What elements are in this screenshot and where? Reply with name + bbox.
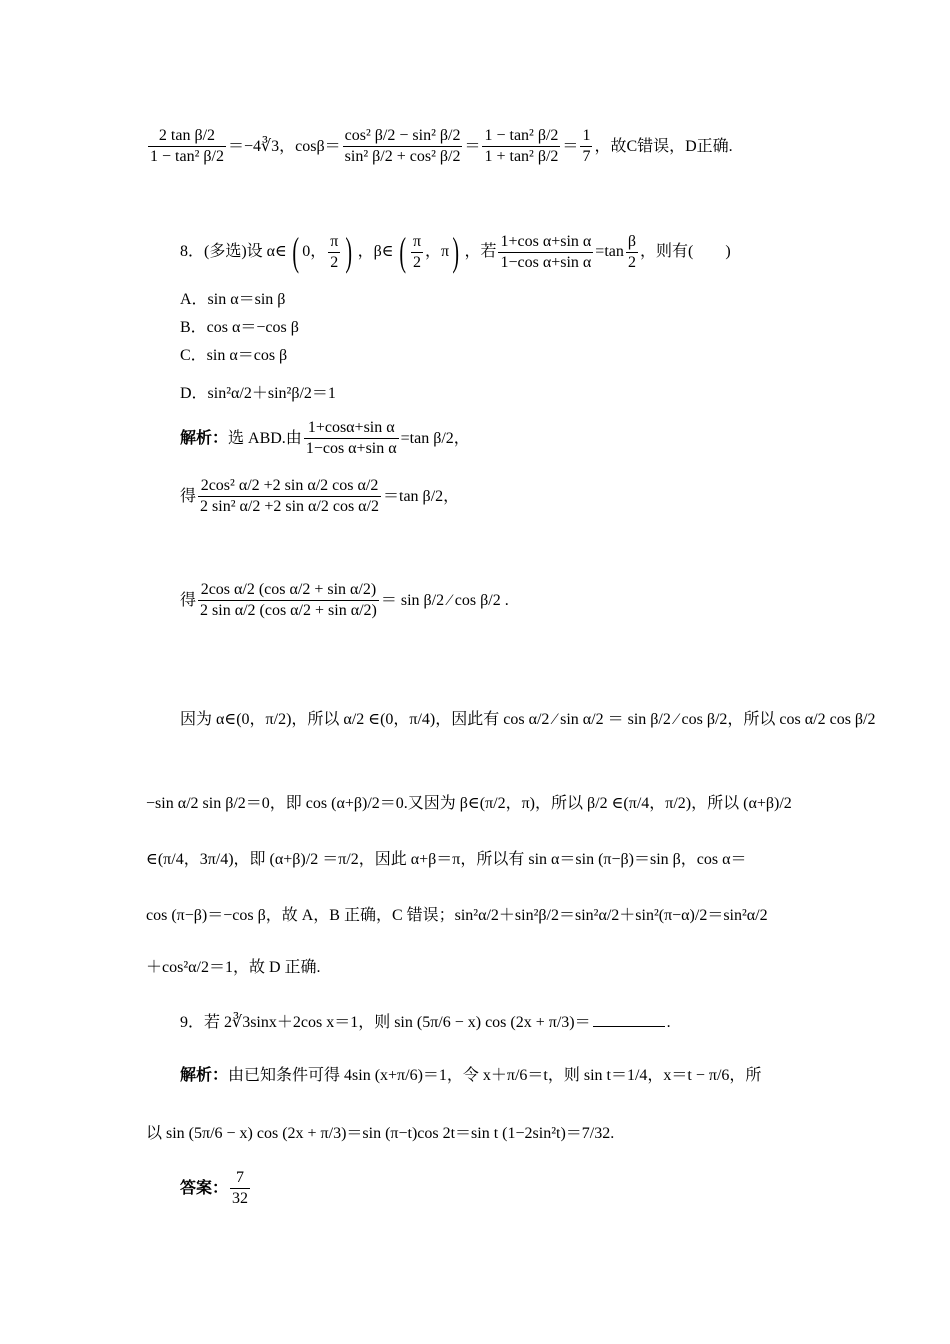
answer-blank [593, 1012, 665, 1027]
interval-pi-half-pi: ( $\frac{\pi}{2}$ ，π ) [398, 229, 460, 274]
solution-label: 解析： [180, 429, 229, 447]
equals-sign: ＝ [562, 137, 579, 155]
fraction-numerator: cos² β/2 − sin² β/2 [344, 127, 461, 144]
stem-text: ，若 [464, 243, 497, 260]
solution-8-line-8: ＋cos²α/2＝1，故 D 正确. [146, 959, 321, 976]
solution-continuation-line [146, 128, 806, 165]
solution-fraction [198, 478, 381, 515]
fraction-denominator: 1−cos α+sin α [305, 440, 397, 457]
fraction-denominator: 1 − tan² β/2 [150, 148, 224, 165]
fraction-denominator: 1 + tan² β/2 [484, 148, 559, 165]
solution-8-line-4: 因为 α∈(0，π/2)，所以 α/2 ∈(0，π/4)，因此有 cos α/2 ⁄ sin α/2 ＝ sin β/2 ⁄ cos β/2，所以 cos α/2 cos β/2 [180, 711, 876, 728]
option-b: B．cos α＝−cos β [180, 319, 299, 336]
solution-8-line-5: −sin α/2 sin β/2＝0，即 cos (α+β)/2＝0.又因为 β∈(π/2，π)，所以 β/2 ∈(π/4，π/2)，所以 (α+β)/2 [146, 795, 792, 812]
equals-sign: ＝ [464, 137, 481, 155]
question-8-fraction [498, 234, 593, 271]
answer-line [180, 1170, 840, 1207]
beta-half-fraction: $\frac{\beta}{2}$ [627, 232, 637, 271]
fraction-numerator: 1+cos α+sin α [500, 232, 592, 250]
solution-8-line-3 [180, 582, 840, 619]
fraction-denominator: 1−cos α+sin α [500, 253, 592, 271]
solution-text: ＝ sin β/2 ⁄ cos β/2 . [380, 591, 509, 609]
fraction-numerator: 1 [582, 127, 591, 144]
fraction-numerator: 1+cosα+sin α [307, 419, 395, 436]
solution-text: =tan β/2， [400, 429, 470, 447]
fraction-result [580, 128, 592, 165]
answer-label: 答案： [180, 1179, 229, 1197]
fraction-numerator: 2cos² α/2 +2 sin α/2 cos α/2 [200, 477, 379, 494]
solution-8-line-7: cos (π−β)＝−cos β，故 A，B 正确，C 错误；sin²α/2＋sin²β/2＝sin²α/2＋sin²(π−α)/2＝sin²α/2 [146, 907, 768, 924]
solution-9-line-2: 以 sin (5π/6 − x) cos (2x + π/3)＝sin (π−t)cos 2t＝sin t (1−2sin²t)＝7/32. [146, 1125, 615, 1142]
solution-text: 得 [180, 487, 197, 505]
fraction-numerator: 7 [236, 1169, 245, 1186]
question-9-stem [180, 1012, 840, 1031]
fraction-tan-ratio [482, 128, 560, 165]
interval-0-pi-half: ( 0， $\frac{\pi}{2}$ ) [292, 229, 353, 274]
solution-8-line-1 [180, 420, 840, 457]
stem-text: 8．(多选)设 α∈ [180, 243, 287, 260]
solution-8-line-6: ∈(π/4，3π/4)，即 (α+β)/2 ＝π/2，因此 α+β＝π，所以有 sin α＝sin (π−β)＝sin β，cos α＝ [146, 851, 747, 868]
fraction-numerator: 1 − tan² β/2 [484, 127, 559, 144]
conclusion-text: ，故C错误，D正确. [594, 137, 733, 155]
question-8-stem [180, 229, 840, 274]
fraction-denominator: 2 sin² α/2 +2 sin α/2 cos α/2 [200, 498, 379, 515]
fraction-denominator: 32 [232, 1190, 249, 1207]
fraction-numerator: 2cos α/2 (cos α/2 + sin α/2) [200, 581, 377, 598]
stem-text: . [666, 1014, 671, 1031]
stem-text: ，则有( ) [640, 243, 731, 260]
fraction-cos [343, 128, 463, 165]
solution-fraction [198, 582, 379, 619]
solution-text: 由已知条件可得 4sin (x+π/6)＝1，令 x＋π/6＝t，则 sin t＝1/4，x＝t − π/6，所 [228, 1067, 762, 1084]
solution-text: 选 ABD.由 [228, 429, 302, 447]
stem-text: =tan [595, 243, 624, 260]
fraction-tan [148, 128, 226, 165]
fraction-numerator: 2 tan β/2 [158, 127, 216, 144]
solution-text: ＝tan β/2， [383, 487, 460, 505]
stem-text: 9．若 2∛3sinx＋2cos x＝1，则 sin (5π/6 − x) cos (2x + π/3)＝ [180, 1014, 591, 1031]
solution-9-line-1 [180, 1068, 840, 1084]
solution-text: 得 [180, 591, 197, 609]
option-c: C．sin α＝cos β [180, 347, 288, 364]
answer-fraction [230, 1170, 250, 1207]
option-d: D．sin²α/2＋sin²β/2＝1 [180, 385, 336, 402]
fraction-denominator: 7 [582, 148, 591, 165]
equation-text: ＝−4∛3，cosβ＝ [227, 137, 341, 155]
fraction-denominator: 2 sin α/2 (cos α/2 + sin α/2) [200, 602, 377, 619]
solution-8-line-2 [180, 478, 840, 515]
solution-fraction [304, 420, 399, 457]
stem-text: ，β∈ [357, 243, 394, 260]
fraction-denominator: sin² β/2 + cos² β/2 [344, 148, 461, 165]
option-a: A．sin α＝sin β [180, 291, 286, 308]
solution-label: 解析： [180, 1067, 229, 1084]
